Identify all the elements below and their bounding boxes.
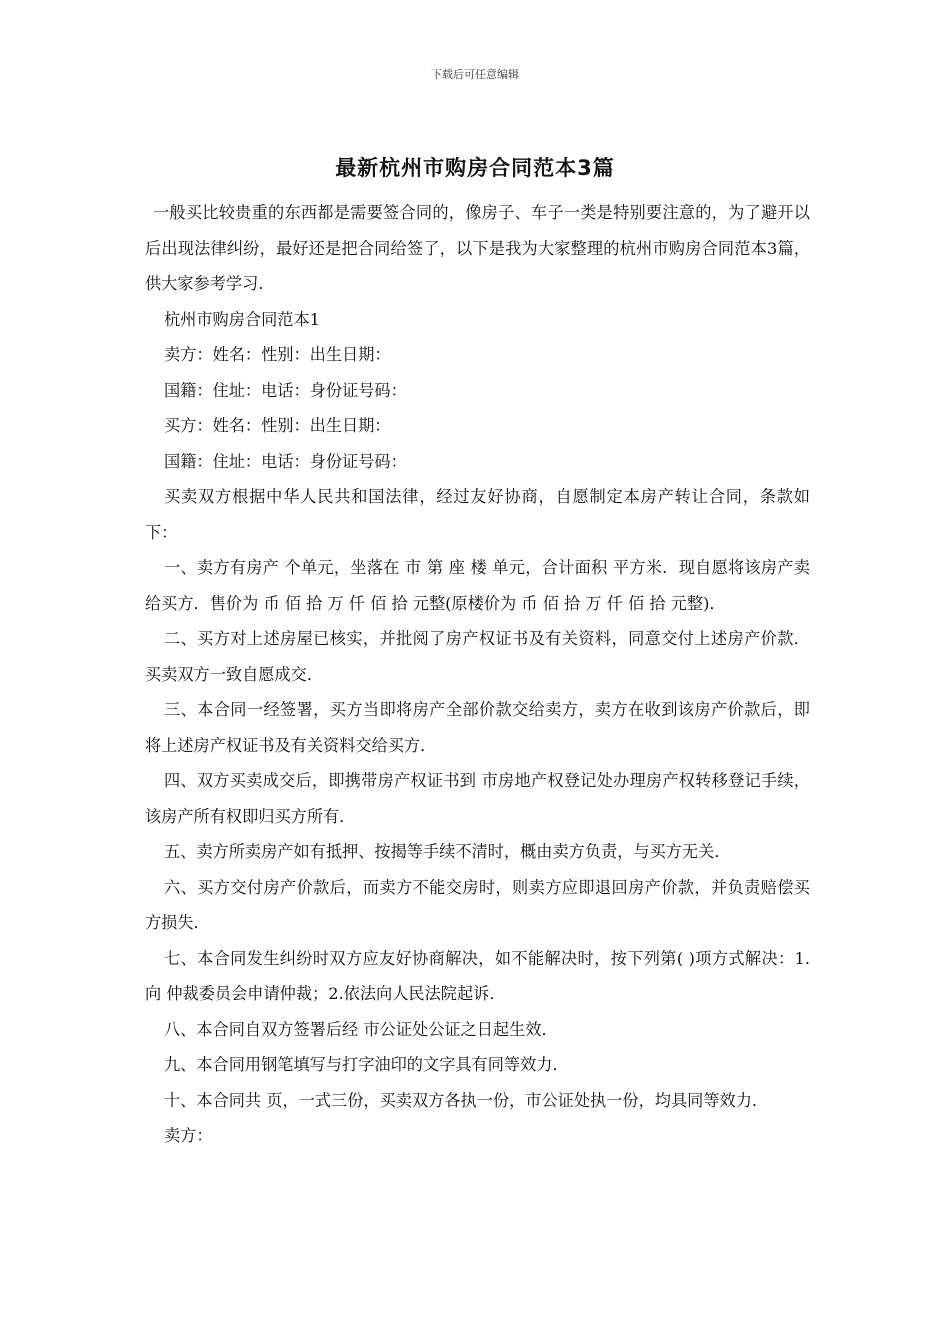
document-body (145, 195, 810, 1154)
clause-2: 二、买方对上述房屋已核实，并批阅了房产权证书及有关资料，同意交付上述房产价款．买卖双方一致自愿成交． (145, 629, 810, 684)
page-header: 下载后可任意编辑 (431, 68, 519, 81)
clause-4: 四、双方买卖成交后，即携带房产权证书到 市房地产权登记处办理房产权转移登记手续，该房产所有权即归买方所有． (145, 771, 810, 826)
clause-8: 八、本合同自双方签署后经 市公证处公证之日起生效． (164, 1019, 558, 1039)
buyer-info-line-2: 国籍：住址：电话：身份证号码： (164, 451, 407, 471)
clause-1: 一、卖方有房产 个单元，坐落在 市 第 座 楼 单元，合计面积 平方米．现自愿将该房产卖给买方．售价为 币 佰 拾 万 仟 佰 拾 元整(原楼价为 币 佰 拾 万 仟 佰 拾 元整)． (145, 558, 810, 613)
document-title: 最新杭州市购房合同范本3篇 (335, 156, 615, 180)
clause-9: 九、本合同用钢笔填写与打字油印的文字具有同等效力． (164, 1055, 569, 1074)
seller-signature-line: 卖方： (164, 1126, 213, 1145)
contract-preamble: 买卖双方根据中华人民共和国法律，经过友好协商，自愿制定本房产转让合同，条款如下： (145, 487, 810, 542)
intro-paragraph: 一般买比较贵重的东西都是需要签合同的，像房子、车子一类是特别要注意的，为了避开以后出现法律纠纷，最好还是把合同给签了，以下是我为大家整理的杭州市购房合同范本3篇，供大家参考学习. (145, 203, 810, 293)
clause-5: 五、卖方所卖房产如有抵押、按揭等手续不清时，概由卖方负责，与买方无关． (164, 842, 731, 861)
clause-3: 三、本合同一经签署，买方当即将房产全部价款交给卖方，卖方在收到该房产价款后，即将上述房产权证书及有关资料交给买方． (145, 700, 810, 755)
seller-info-line-2: 国籍：住址：电话：身份证号码： (164, 380, 407, 400)
clause-10: 十、本合同共 页，一式三份，买卖双方各执一份，市公证处执一份，均具同等效力． (164, 1090, 769, 1110)
contract-heading: 杭州市购房合同范本1 (164, 309, 320, 329)
buyer-info-line-1: 买方：姓名：性别：出生日期： (164, 416, 391, 435)
clause-6: 六、买方交付房产价款后，而卖方不能交房时，则卖方应即退回房产价款，并负责赔偿买方损失． (145, 877, 810, 932)
seller-info-line-1: 卖方：姓名：性别：出生日期： (164, 345, 391, 364)
clause-7: 七、本合同发生纠纷时双方应友好协商解决，如不能解决时，按下列第( )项方式解决：1.向 仲裁委员会申请仲裁；2.依法向人民法院起诉． (145, 948, 810, 1003)
